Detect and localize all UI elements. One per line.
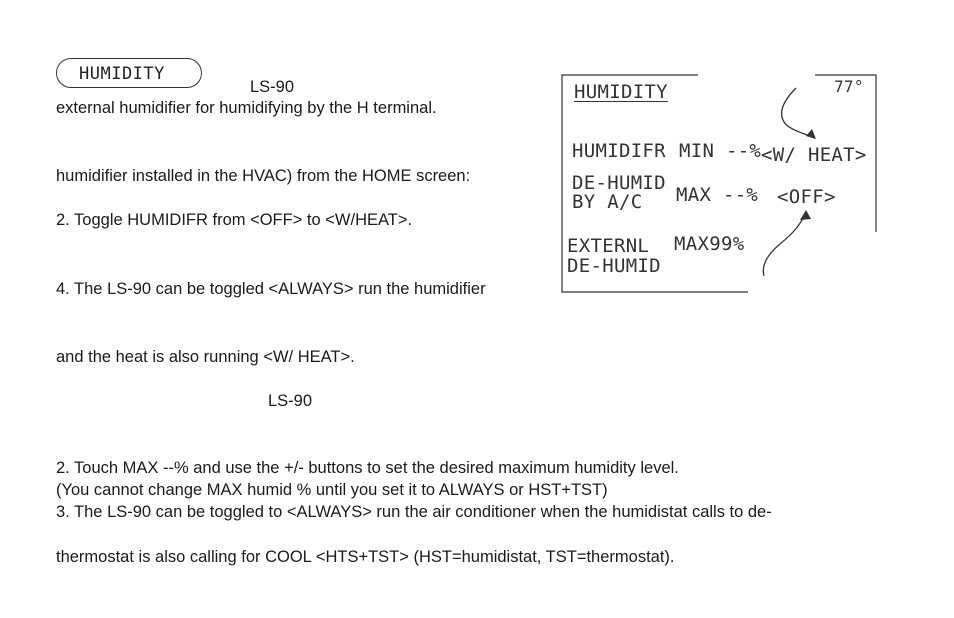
badge-label: HUMIDITY xyxy=(79,64,165,84)
dehumid-label-line2: BY A/C xyxy=(572,191,643,213)
body-text-line: 2. Toggle HUMIDIFR from <OFF> to <W/HEAT>. xyxy=(56,211,413,229)
externl-max-setting[interactable]: MAX99% xyxy=(674,233,745,255)
humidifr-min-setting[interactable]: MIN --% xyxy=(679,140,762,162)
arrow-to-w-heat-icon xyxy=(782,88,814,138)
arrow-to-off-icon xyxy=(763,214,805,276)
humidifr-label: HUMIDIFR xyxy=(572,140,666,162)
body-text-line: humidifier installed in the HVAC) from the HOME screen: xyxy=(56,167,471,185)
dehumid-mode-toggle[interactable]: <OFF> xyxy=(777,186,836,208)
screen-temperature: 77° xyxy=(834,77,864,96)
body-text-line: 3. The LS-90 can be toggled to <ALWAYS> run the air conditioner when the humidistat calls to de- xyxy=(56,503,772,521)
dehumid-label-line1: DE-HUMID xyxy=(572,172,666,194)
screen-title: HUMIDITY xyxy=(574,81,668,103)
externl-label-line2: DE-HUMID xyxy=(567,255,661,277)
humidifr-mode-toggle[interactable]: <W/ HEAT> xyxy=(761,144,867,166)
body-text-line: (You cannot change MAX humid % until you set it to ALWAYS or HST+TST) xyxy=(56,481,608,499)
body-text-line: 4. The LS-90 can be toggled <ALWAYS> run the humidifier xyxy=(56,280,486,298)
body-text-line: and the heat is also running <W/ HEAT>. xyxy=(56,348,355,366)
dehumid-max-setting[interactable]: MAX --% xyxy=(676,184,759,206)
body-text-line: thermostat is also calling for COOL <HTS+TST> (HST=humidistat, TST=thermostat). xyxy=(56,548,675,566)
body-text-line: 2. Touch MAX --% and use the +/- buttons to set the desired maximum humidity level. xyxy=(56,459,679,477)
body-text-line: external humidifier for humidifying by the H terminal. xyxy=(56,99,437,117)
model-name: LS-90 xyxy=(250,78,295,96)
model-name: LS-90 xyxy=(268,392,313,410)
externl-label-line1: EXTERNL xyxy=(567,235,650,257)
